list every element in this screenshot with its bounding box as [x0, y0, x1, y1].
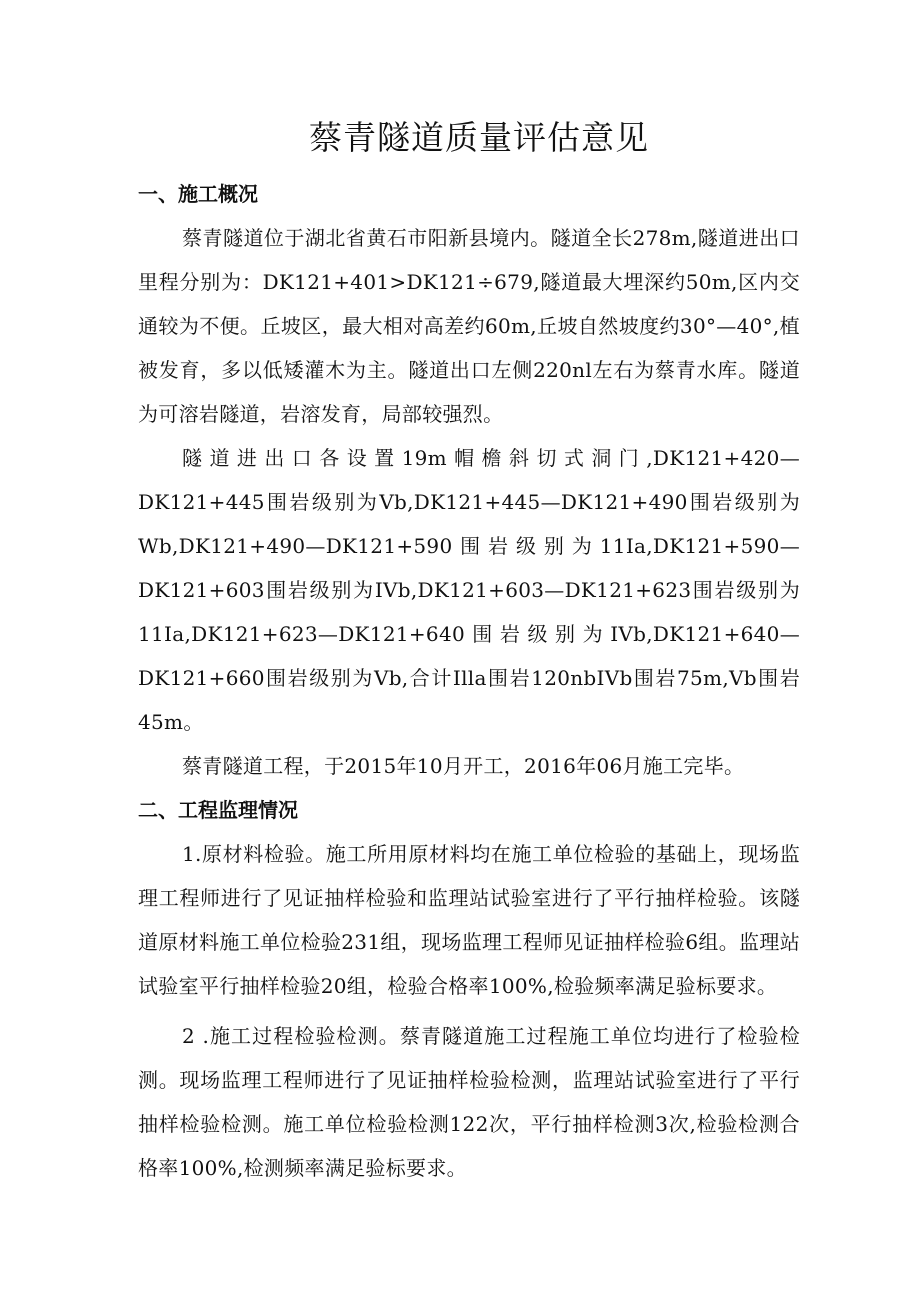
paragraph: 1.原材料检验。施工所用原材料均在施工单位检验的基础上，现场监理工程师进行了见证抽样检验和监理站试验室进行了平行抽样检验。该隧道原材料施工单位检验231组，现场监理工程师见证抽样检验6组。监理站试验室平行抽样检验20组，检验合格率100%,检验频率满足验标要求。	[138, 842, 800, 998]
paragraph: 蔡青隧道位于湖北省黄石市阳新县境内。隧道全长278m,隧道进出口里程分别为：DK121+401>DK121÷679,隧道最大埋深约50m,区内交通较为不便。丘坡区，最大相对高差约60m,丘坡自然坡度约30°—40°,植被发育，多以低矮灌木为主。隧道出口左侧220nl左右为蔡青水库。隧道为可溶岩隧道，岩溶发育，局部较强烈。	[138, 226, 800, 426]
section-heading: 二、工程监理情况	[138, 798, 298, 822]
paragraph: 蔡青隧道工程，于2015年10月开工，2016年06月施工完毕。	[182, 754, 745, 778]
paragraph: 隧道进出口各设置19m帽檐斜切式洞门,DK121+420—DK121+445围岩级别为Vb,DK121+445—DK121+490围岩级别为Wb,DK121+490—DK121+590围岩级别为11Ia,DK121+590—DK121+603围岩级别为IVb,DK121+603—DK121+623围岩级别为11Ia,DK121+623—DK121+640围岩级别为IVb,DK121+640—DK121+660围岩级别为Vb,合计Illa围岩120nbIVb围岩75m,Vb围岩45m。	[138, 446, 800, 734]
section-construction-overview	[138, 172, 800, 788]
document-title: 蔡青隧道质量评估意见	[309, 118, 649, 157]
paragraph: 2 .施工过程检验检测。蔡青隧道施工过程施工单位均进行了检验检测。现场监理工程师进行了见证抽样检验检测，监理站试验室进行了平行抽样检验检测。施工单位检验检测122次，平行抽样检测3次,检验检测合格率100%,检测频率满足验标要求。	[138, 1024, 800, 1180]
section-heading: 一、施工概况	[138, 182, 258, 206]
section-supervision	[138, 788, 800, 1190]
